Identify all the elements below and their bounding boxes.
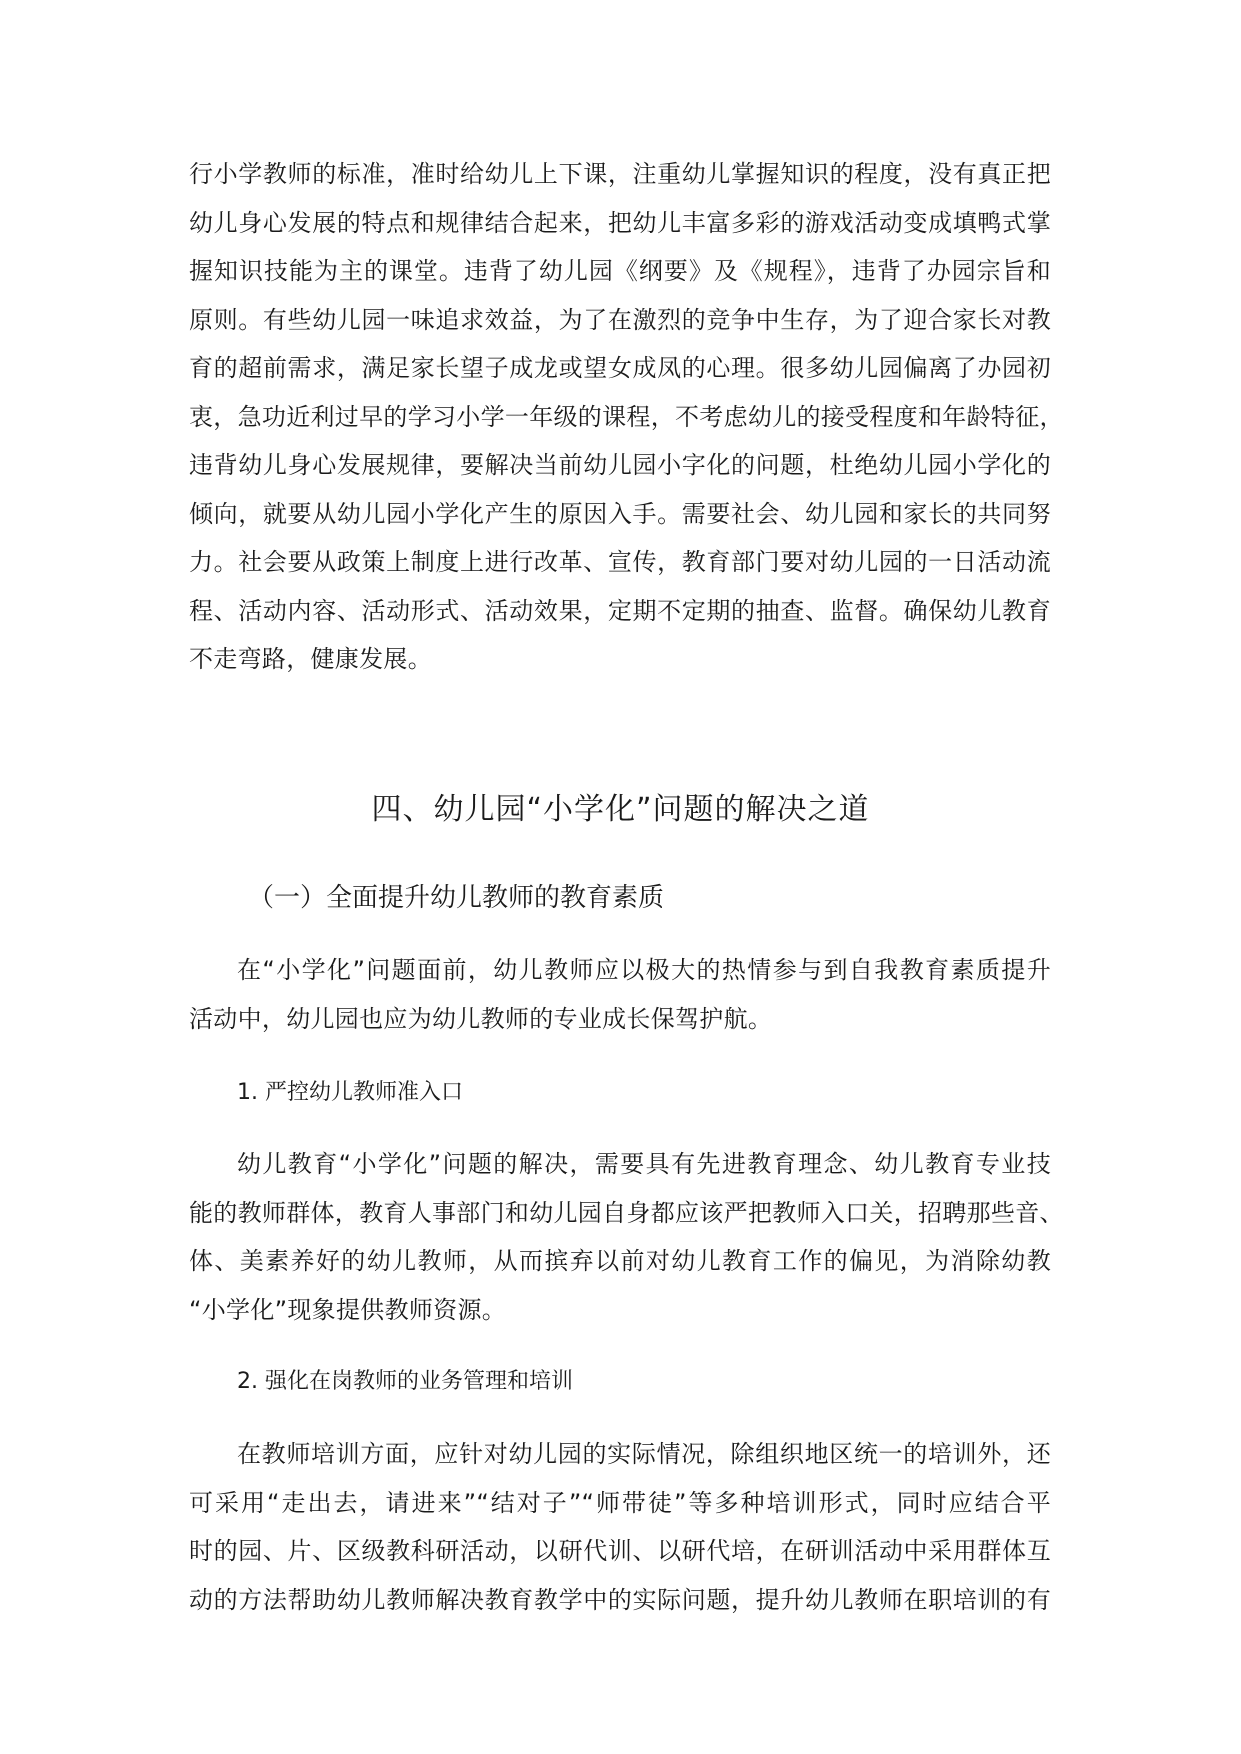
text-line: “小学化”现象提供教师资源。 — [189, 1295, 507, 1324]
text-line: 倾向，就要从幼儿园小学化产生的原因入手。需要社会、幼儿园和家长的共同努 — [189, 499, 1051, 528]
item-2-paragraph-text — [189, 1430, 1051, 1624]
text-line: 行小学教师的标准，准时给幼儿上下课，注重幼儿掌握知识的程度，没有真正把 — [189, 160, 1051, 188]
text-line: 育的超前需求，满足家长望子成龙或望女成凤的心理。很多幼儿园偏离了办园初 — [189, 354, 1051, 382]
text-line: 衷，急功近利过早的学习小学一年级的课程，不考虑幼儿的接受程度和年龄特征， — [189, 402, 1064, 431]
subsection-paragraph — [189, 946, 1051, 1043]
subsection-title: （一）全面提升幼儿教师的教育素质 — [248, 883, 665, 913]
text-line: 幼儿教育“小学化”问题的解决，需要具有先进教育理念、幼儿教育专业技 — [237, 1150, 1051, 1178]
intro-paragraph — [189, 150, 1064, 684]
text-line: 体、美素养好的幼儿教师，从而摈弃以前对幼儿教育工作的偏见，为消除幼教 — [189, 1247, 1051, 1275]
text-line: 时的园、片、区级教科研活动，以研代训、以研代培，在研训活动中采用群体互 — [189, 1537, 1051, 1565]
item-1-title: 1. 严控幼儿教师准入口 — [237, 1080, 463, 1105]
text-line: 程、活动内容、活动形式、活动效果，定期不定期的抽查、监督。确保幼儿教育 — [189, 596, 1051, 625]
item-2-title: 2. 强化在岗教师的业务管理和培训 — [237, 1369, 573, 1394]
text-line: 在“小学化”问题面前，幼儿教师应以极大的热情参与到自我教育素质提升 — [237, 956, 1051, 984]
text-line: 不走弯路，健康发展。 — [189, 645, 432, 673]
subsection-paragraph-text — [189, 946, 1051, 1043]
text-line: 可采用“走出去，请进来”“结对子”“师带徒”等多种培训形式，同时应结合平 — [189, 1488, 1051, 1517]
section-title: 四、幼儿园“小学化”问题的解决之道 — [371, 792, 870, 827]
item-1-paragraph-text — [189, 1140, 1064, 1334]
item-2-paragraph — [189, 1430, 1051, 1624]
text-line: 幼儿身心发展的特点和规律结合起来，把幼儿丰富多彩的游戏活动变成填鸭式掌 — [189, 208, 1051, 237]
item-1-paragraph — [189, 1140, 1064, 1334]
text-line: 活动中，幼儿园也应为幼儿教师的专业成长保驾护航。 — [189, 1004, 773, 1033]
text-line: 在教师培训方面，应针对幼儿园的实际情况，除组织地区统一的培训外，还 — [237, 1440, 1051, 1468]
text-line: 动的方法帮助幼儿教师解决教育教学中的实际问题，提升幼儿教师在职培训的有 — [189, 1585, 1051, 1614]
text-line: 握知识技能为主的课堂。违背了幼儿园《纲要》及《规程》，违背了办园宗旨和 — [189, 257, 1051, 285]
text-line: 力。社会要从政策上制度上进行改革、宣传，教育部门要对幼儿园的一日活动流 — [189, 548, 1051, 576]
text-line: 能的教师群体，教育人事部门和幼儿园自身都应该严把教师入口关，招聘那些音、 — [189, 1198, 1064, 1227]
intro-paragraph-text — [189, 150, 1064, 684]
text-line: 原则。有些幼儿园一味追求效益，为了在激烈的竞争中生存，为了迎合家长对教 — [189, 305, 1051, 334]
text-line: 违背幼儿身心发展规律，要解决当前幼儿园小字化的问题，杜绝幼儿园小学化的 — [189, 451, 1051, 479]
